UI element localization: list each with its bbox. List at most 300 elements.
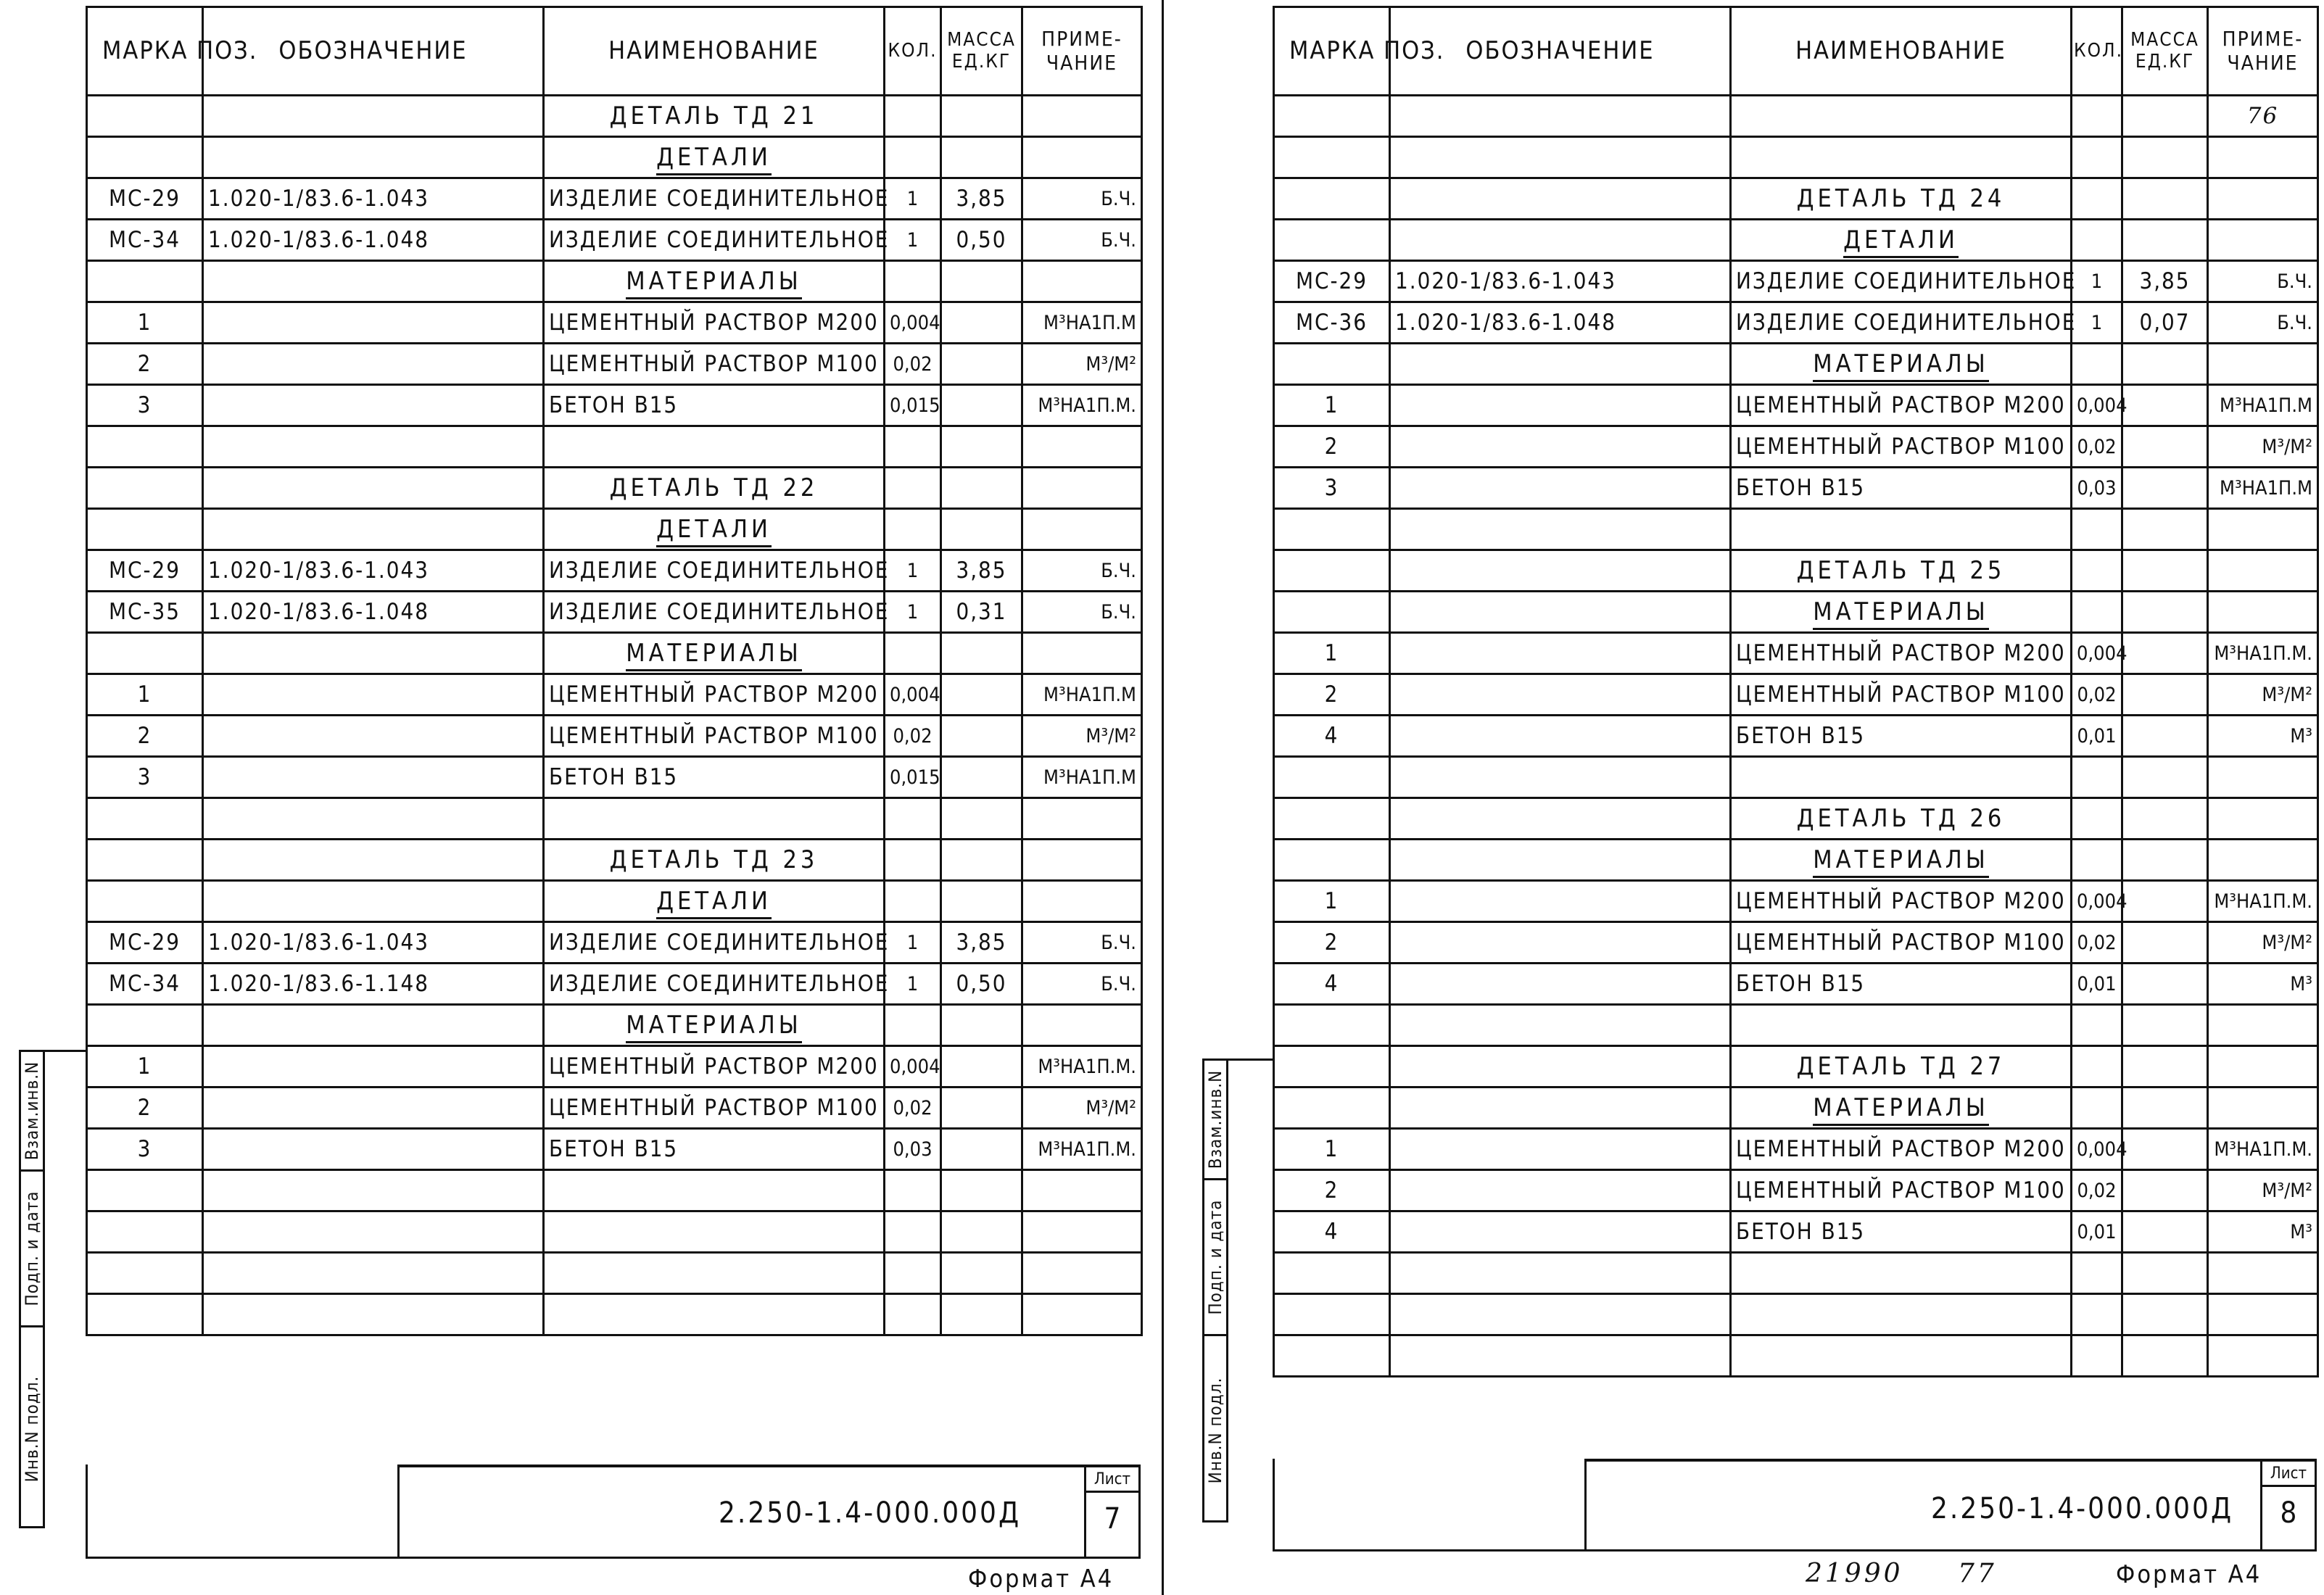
header-qty: КОЛ. bbox=[2072, 7, 2122, 96]
section-heading bbox=[1731, 344, 2072, 385]
cell-mass bbox=[941, 633, 1022, 674]
table-row bbox=[1274, 1294, 2318, 1335]
cell-name: ЦЕМЕНТНЫЙ РАСТВОР М200 bbox=[1731, 881, 2072, 922]
cell-name bbox=[1731, 1005, 2072, 1046]
cell-note bbox=[1022, 468, 1142, 509]
cell-qty bbox=[2072, 220, 2122, 261]
cell-name bbox=[1731, 1253, 2072, 1294]
cell-qty: 0,02 bbox=[2072, 674, 2122, 716]
cell-designation bbox=[1390, 1088, 1731, 1129]
cell-name: ИЗДЕЛИЕ СОЕДИНИТЕЛЬНОЕ bbox=[1731, 261, 2072, 302]
cell-qty bbox=[885, 426, 941, 468]
cell-name: ЦЕМЕНТНЫЙ РАСТВОР М200 bbox=[1731, 385, 2072, 426]
cell-mass: 0,31 bbox=[941, 592, 1022, 633]
cell-mark: 3 bbox=[87, 757, 203, 798]
cell-mass bbox=[941, 757, 1022, 798]
cell-designation bbox=[1390, 137, 1731, 178]
cell-mass bbox=[2122, 1129, 2208, 1170]
cell-name bbox=[1731, 1294, 2072, 1335]
cell-designation bbox=[1390, 220, 1731, 261]
cell-qty: 0,004 bbox=[2072, 385, 2122, 426]
cell-designation bbox=[203, 798, 544, 840]
header-name: НАИМЕНОВАНИЕ bbox=[1731, 7, 2072, 96]
stamp-podp-data: Подп. и дата bbox=[22, 1190, 42, 1306]
table-row bbox=[1274, 964, 2318, 1005]
document-code: 2.250-1.4-000.000Д bbox=[1931, 1492, 2234, 1525]
cell-designation bbox=[203, 385, 544, 426]
cell-name: ЦЕМЕНТНЫЙ РАСТВОР М100 bbox=[1731, 674, 2072, 716]
cell-mass bbox=[941, 344, 1022, 385]
cell-mark bbox=[87, 96, 203, 137]
cell-note: Б.Ч. bbox=[1022, 178, 1142, 220]
table-row bbox=[87, 1170, 1142, 1211]
heading-text: МАТЕРИАЛЫ bbox=[1813, 845, 1989, 878]
cell-mark: 3 bbox=[87, 1129, 203, 1170]
cell-note: Б.Ч. bbox=[1022, 592, 1142, 633]
cell-designation: 1.020-1/83.6-1.043 bbox=[203, 178, 544, 220]
heading-text: МАТЕРИАЛЫ bbox=[1813, 349, 1989, 382]
cell-designation: 1.020-1/83.6-1.048 bbox=[203, 592, 544, 633]
cell-qty: 1 bbox=[885, 178, 941, 220]
cell-designation bbox=[1390, 344, 1731, 385]
cell-mass bbox=[941, 261, 1022, 302]
cell-designation bbox=[1390, 674, 1731, 716]
cell-mark: 4 bbox=[1274, 716, 1390, 757]
cell-name: ЦЕМЕНТНЫЙ РАСТВОР М200 bbox=[1731, 1129, 2072, 1170]
cell-designation bbox=[203, 1211, 544, 1253]
cell-note: М³/М² bbox=[1022, 344, 1142, 385]
cell-mass bbox=[941, 468, 1022, 509]
stamp-inv-podl: Инв.N подл. bbox=[22, 1375, 42, 1483]
cell-note bbox=[2208, 1335, 2318, 1377]
cell-mark bbox=[1274, 137, 1390, 178]
cell-note bbox=[1022, 633, 1142, 674]
cell-note: Б.Ч. bbox=[2208, 302, 2318, 344]
cell-designation bbox=[203, 509, 544, 550]
section-heading bbox=[544, 509, 885, 550]
table-row bbox=[1274, 716, 2318, 757]
format-label: Формат А4 bbox=[968, 1565, 1115, 1594]
cell-name: БЕТОН В15 bbox=[544, 1129, 885, 1170]
cell-mass bbox=[941, 1253, 1022, 1294]
cell-qty bbox=[885, 1005, 941, 1046]
cell-qty bbox=[2072, 1046, 2122, 1088]
cell-qty: 0,004 bbox=[2072, 881, 2122, 922]
section-heading bbox=[1731, 220, 2072, 261]
cell-name bbox=[1731, 137, 2072, 178]
cell-designation bbox=[203, 426, 544, 468]
cell-mark bbox=[1274, 1335, 1390, 1377]
heading-text: ДЕТАЛЬ ТД 24 bbox=[1796, 184, 2006, 213]
header-mass: МАССА ЕД.КГ bbox=[941, 7, 1022, 96]
table-row bbox=[87, 178, 1142, 220]
cell-qty bbox=[885, 633, 941, 674]
cell-mass: 0,50 bbox=[941, 964, 1022, 1005]
cell-qty: 0,015 bbox=[885, 385, 941, 426]
cell-mass bbox=[2122, 96, 2208, 137]
table-row bbox=[87, 344, 1142, 385]
cell-designation bbox=[203, 1170, 544, 1211]
table-row bbox=[87, 261, 1142, 302]
cell-qty: 0,004 bbox=[2072, 633, 2122, 674]
cell-qty: 0,03 bbox=[2072, 468, 2122, 509]
cell-mass bbox=[2122, 426, 2208, 468]
cell-qty bbox=[885, 468, 941, 509]
table-row bbox=[1274, 1253, 2318, 1294]
section-heading bbox=[1731, 592, 2072, 633]
section-heading bbox=[544, 1005, 885, 1046]
table-row bbox=[87, 509, 1142, 550]
cell-mark bbox=[87, 840, 203, 881]
table-row bbox=[1274, 344, 2318, 385]
cell-mass bbox=[941, 1170, 1022, 1211]
cell-mark: 1 bbox=[1274, 633, 1390, 674]
cell-mark bbox=[1274, 1005, 1390, 1046]
table-row bbox=[1274, 1335, 2318, 1377]
cell-qty bbox=[2072, 840, 2122, 881]
cell-mark: 1 bbox=[1274, 881, 1390, 922]
cell-mark: 1 bbox=[87, 1046, 203, 1088]
section-heading bbox=[544, 633, 885, 674]
cell-mass bbox=[2122, 674, 2208, 716]
cell-mark bbox=[1274, 550, 1390, 592]
cell-mark bbox=[1274, 592, 1390, 633]
table-row bbox=[1274, 385, 2318, 426]
cell-name bbox=[544, 1294, 885, 1335]
cell-note bbox=[2208, 840, 2318, 881]
cell-name bbox=[544, 426, 885, 468]
heading-text: ДЕТАЛЬ ТД 25 bbox=[1796, 556, 2006, 585]
detail-heading bbox=[1731, 550, 2072, 592]
table-row bbox=[87, 220, 1142, 261]
cell-mark bbox=[87, 261, 203, 302]
table-row bbox=[87, 426, 1142, 468]
cell-designation: 1.020-1/83.6-1.043 bbox=[203, 550, 544, 592]
cell-qty bbox=[2072, 344, 2122, 385]
table-row bbox=[87, 592, 1142, 633]
cell-note bbox=[1022, 1211, 1142, 1253]
cell-mark bbox=[87, 509, 203, 550]
handwritten-page: 77 bbox=[1958, 1559, 1997, 1588]
cell-mark bbox=[1274, 840, 1390, 881]
cell-qty: 1 bbox=[885, 220, 941, 261]
cell-note bbox=[1022, 137, 1142, 178]
cell-qty: 0,004 bbox=[885, 302, 941, 344]
cell-qty bbox=[885, 1253, 941, 1294]
cell-mark bbox=[87, 881, 203, 922]
cell-designation bbox=[203, 881, 544, 922]
table-row bbox=[1274, 1170, 2318, 1211]
cell-mass bbox=[2122, 1005, 2208, 1046]
cell-designation bbox=[1390, 840, 1731, 881]
cell-name bbox=[544, 1253, 885, 1294]
cell-qty bbox=[2072, 1005, 2122, 1046]
section-heading bbox=[544, 137, 885, 178]
cell-qty bbox=[2072, 592, 2122, 633]
cell-designation bbox=[1390, 509, 1731, 550]
cell-mass bbox=[2122, 468, 2208, 509]
cell-designation bbox=[203, 468, 544, 509]
cell-mass bbox=[941, 1211, 1022, 1253]
cell-name: ЦЕМЕНТНЫЙ РАСТВОР М200 bbox=[544, 1046, 885, 1088]
table-row bbox=[1274, 798, 2318, 840]
cell-designation bbox=[1390, 922, 1731, 964]
cell-qty: 1 bbox=[885, 550, 941, 592]
cell-note: М³НА1П.М bbox=[1022, 674, 1142, 716]
cell-qty bbox=[2072, 178, 2122, 220]
cell-mass bbox=[2122, 922, 2208, 964]
table-header-row bbox=[1274, 7, 2318, 96]
cell-qty: 0,02 bbox=[2072, 1170, 2122, 1211]
cell-qty bbox=[885, 1211, 941, 1253]
cell-name: БЕТОН В15 bbox=[1731, 716, 2072, 757]
cell-note: М³НА1П.М. bbox=[2208, 633, 2318, 674]
cell-mark bbox=[87, 1253, 203, 1294]
table-row bbox=[87, 1294, 1142, 1335]
header-note: ПРИМЕ-ЧАНИЕ bbox=[1022, 7, 1142, 96]
table-row bbox=[87, 716, 1142, 757]
cell-mass bbox=[941, 1005, 1022, 1046]
sheet-number-box bbox=[1084, 1467, 1138, 1557]
table-row bbox=[1274, 509, 2318, 550]
table-row bbox=[1274, 1211, 2318, 1253]
cell-note bbox=[1022, 1170, 1142, 1211]
table-row bbox=[1274, 1088, 2318, 1129]
cell-note: Б.Ч. bbox=[1022, 220, 1142, 261]
cell-note bbox=[2208, 1088, 2318, 1129]
cell-designation bbox=[203, 1088, 544, 1129]
cell-mark: 2 bbox=[87, 1088, 203, 1129]
cell-note: М³НА1П.М bbox=[2208, 468, 2318, 509]
cell-mark: 2 bbox=[1274, 426, 1390, 468]
cell-mass bbox=[2122, 633, 2208, 674]
table-row bbox=[87, 302, 1142, 344]
cell-designation: 1.020-1/83.6-1.048 bbox=[203, 220, 544, 261]
cell-mark bbox=[87, 1211, 203, 1253]
cell-name bbox=[1731, 757, 2072, 798]
cell-mass bbox=[2122, 1253, 2208, 1294]
cell-mass bbox=[2122, 1294, 2208, 1335]
cell-note bbox=[2208, 178, 2318, 220]
cell-qty: 0,004 bbox=[2072, 1129, 2122, 1170]
cell-mass: 3,85 bbox=[941, 922, 1022, 964]
cell-note: М³/М² bbox=[2208, 922, 2318, 964]
table-row bbox=[87, 798, 1142, 840]
cell-designation bbox=[1390, 1005, 1731, 1046]
cell-mass: 3,85 bbox=[941, 550, 1022, 592]
cell-designation bbox=[1390, 716, 1731, 757]
table-row bbox=[1274, 1046, 2318, 1088]
table-row bbox=[1274, 674, 2318, 716]
cell-name: ЦЕМЕНТНЫЙ РАСТВОР М100 bbox=[1731, 426, 2072, 468]
table-row bbox=[87, 1046, 1142, 1088]
cell-designation bbox=[1390, 550, 1731, 592]
sheet-label: Лист bbox=[1086, 1470, 1138, 1493]
table-row bbox=[87, 468, 1142, 509]
cell-qty: 0,01 bbox=[2072, 964, 2122, 1005]
cell-note bbox=[1022, 1005, 1142, 1046]
heading-text: МАТЕРИАЛЫ bbox=[626, 639, 802, 671]
cell-designation bbox=[203, 1294, 544, 1335]
heading-text: ДЕТАЛЬ ТД 26 bbox=[1796, 804, 2006, 833]
format-label: Формат А4 bbox=[2116, 1560, 2262, 1589]
cell-mark bbox=[1274, 1294, 1390, 1335]
detail-heading bbox=[1731, 1046, 2072, 1088]
cell-qty bbox=[2072, 1294, 2122, 1335]
cell-mark bbox=[1274, 178, 1390, 220]
cell-mass bbox=[2122, 550, 2208, 592]
cell-qty: 1 bbox=[2072, 261, 2122, 302]
spec-sheet-left bbox=[0, 0, 1160, 1595]
spec-table bbox=[86, 6, 1143, 1336]
cell-name: ЦЕМЕНТНЫЙ РАСТВОР М200 bbox=[544, 302, 885, 344]
cell-mass bbox=[2122, 1088, 2208, 1129]
cell-designation bbox=[1390, 426, 1731, 468]
cell-note bbox=[1022, 881, 1142, 922]
cell-name: БЕТОН В15 bbox=[544, 757, 885, 798]
cell-mark bbox=[87, 798, 203, 840]
cell-qty bbox=[2072, 509, 2122, 550]
cell-mass bbox=[2122, 964, 2208, 1005]
spec-table bbox=[1273, 6, 2319, 1378]
cell-note bbox=[2208, 1046, 2318, 1088]
cell-mark: 1 bbox=[87, 674, 203, 716]
cell-note: Б.Ч. bbox=[1022, 550, 1142, 592]
cell-mass bbox=[2122, 840, 2208, 881]
cell-name: ЦЕМЕНТНЫЙ РАСТВОР М100 bbox=[544, 716, 885, 757]
cell-name: ИЗДЕЛИЕ СОЕДИНИТЕЛЬНОЕ bbox=[544, 178, 885, 220]
cell-note: М³НА1П.М bbox=[2208, 385, 2318, 426]
cell-mass bbox=[2122, 178, 2208, 220]
cell-name: ЦЕМЕНТНЫЙ РАСТВОР М200 bbox=[544, 674, 885, 716]
cell-mass bbox=[2122, 881, 2208, 922]
cell-mass bbox=[941, 96, 1022, 137]
spec-sheet-right bbox=[1167, 0, 2324, 1595]
cell-name: БЕТОН В15 bbox=[1731, 1211, 2072, 1253]
cell-mark bbox=[87, 468, 203, 509]
cell-mass bbox=[941, 426, 1022, 468]
cell-mark: 1 bbox=[1274, 1129, 1390, 1170]
heading-text: ДЕТАЛИ bbox=[656, 143, 772, 175]
cell-name: ЦЕМЕНТНЫЙ РАСТВОР М100 bbox=[1731, 922, 2072, 964]
heading-text: ДЕТАЛЬ ТД 23 bbox=[609, 845, 819, 874]
section-heading bbox=[1731, 1088, 2072, 1129]
cell-designation bbox=[203, 344, 544, 385]
cell-note: М³ bbox=[2208, 716, 2318, 757]
cell-qty: 0,01 bbox=[2072, 1211, 2122, 1253]
cell-note bbox=[1022, 261, 1142, 302]
table-row bbox=[1274, 592, 2318, 633]
cell-name: ИЗДЕЛИЕ СОЕДИНИТЕЛЬНОЕ bbox=[544, 964, 885, 1005]
cell-designation: 1.020-1/83.6-1.048 bbox=[1390, 302, 1731, 344]
cell-note: М³НА1П.М. bbox=[1022, 1129, 1142, 1170]
cell-qty: 0,02 bbox=[885, 344, 941, 385]
cell-name bbox=[544, 1211, 885, 1253]
cell-mark: 4 bbox=[1274, 1211, 1390, 1253]
cell-note: М³/М² bbox=[2208, 426, 2318, 468]
title-block bbox=[1584, 1459, 2317, 1552]
cell-mark: МС-29 bbox=[87, 550, 203, 592]
cell-name: ЦЕМЕНТНЫЙ РАСТВОР М200 bbox=[1731, 633, 2072, 674]
cell-mass: 3,85 bbox=[2122, 261, 2208, 302]
cell-mark: 4 bbox=[1274, 964, 1390, 1005]
cell-designation bbox=[1390, 881, 1731, 922]
cell-note bbox=[1022, 96, 1142, 137]
cell-qty bbox=[885, 261, 941, 302]
cell-mass bbox=[2122, 798, 2208, 840]
cell-name: БЕТОН В15 bbox=[1731, 964, 2072, 1005]
cell-designation bbox=[203, 757, 544, 798]
cell-mark bbox=[1274, 1253, 1390, 1294]
cell-designation bbox=[1390, 757, 1731, 798]
sheet-number: 8 bbox=[2280, 1496, 2297, 1530]
heading-text: МАТЕРИАЛЫ bbox=[626, 267, 802, 299]
cell-mark: МС-29 bbox=[87, 178, 203, 220]
heading-text: ДЕТАЛЬ ТД 27 bbox=[1796, 1052, 2006, 1081]
heading-text: МАТЕРИАЛЫ bbox=[1813, 1093, 1989, 1126]
table-row bbox=[87, 757, 1142, 798]
section-heading bbox=[1731, 840, 2072, 881]
cell-note: Б.Ч. bbox=[1022, 922, 1142, 964]
cell-mass bbox=[2122, 344, 2208, 385]
cell-note bbox=[2208, 344, 2318, 385]
stamp-vzam-inv: Взам.инв.N bbox=[1205, 1069, 1225, 1169]
detail-heading bbox=[1731, 798, 2072, 840]
cell-note bbox=[1022, 798, 1142, 840]
cell-mass: 0,07 bbox=[2122, 302, 2208, 344]
cell-note bbox=[2208, 137, 2318, 178]
header-qty: КОЛ. bbox=[885, 7, 941, 96]
cell-mark: 2 bbox=[1274, 1170, 1390, 1211]
table-row bbox=[87, 840, 1142, 881]
cell-note bbox=[2208, 798, 2318, 840]
cell-qty: 0,004 bbox=[885, 674, 941, 716]
cell-mark bbox=[87, 1170, 203, 1211]
heading-text: ДЕТАЛЬ ТД 21 bbox=[609, 102, 819, 130]
cell-mark bbox=[1274, 509, 1390, 550]
cell-qty bbox=[885, 881, 941, 922]
cell-designation bbox=[203, 1005, 544, 1046]
table-row bbox=[1274, 96, 2318, 137]
cell-designation bbox=[1390, 798, 1731, 840]
cell-mass bbox=[941, 716, 1022, 757]
stamp-column bbox=[19, 1050, 45, 1528]
cell-note: М³НА1П.М. bbox=[1022, 385, 1142, 426]
table-row bbox=[87, 550, 1142, 592]
table-row bbox=[1274, 137, 2318, 178]
cell-mass bbox=[2122, 592, 2208, 633]
cell-designation bbox=[1390, 178, 1731, 220]
cell-mass bbox=[2122, 1211, 2208, 1253]
cell-mark: 1 bbox=[87, 302, 203, 344]
table-row bbox=[1274, 1129, 2318, 1170]
cell-mass bbox=[2122, 1170, 2208, 1211]
cell-mark bbox=[1274, 220, 1390, 261]
cell-note: М³ bbox=[2208, 964, 2318, 1005]
heading-text: ДЕТАЛИ bbox=[1843, 225, 1959, 258]
cell-mark: МС-34 bbox=[87, 220, 203, 261]
cell-qty bbox=[885, 840, 941, 881]
cell-mark: 3 bbox=[87, 385, 203, 426]
cell-designation bbox=[1390, 1046, 1731, 1088]
cell-mark bbox=[1274, 96, 1390, 137]
cell-note: М³ bbox=[2208, 1211, 2318, 1253]
cell-mass bbox=[941, 1294, 1022, 1335]
cell-designation bbox=[203, 840, 544, 881]
cell-designation bbox=[1390, 96, 1731, 137]
cell-designation: 1.020-1/83.6-1.043 bbox=[203, 922, 544, 964]
cell-note bbox=[1022, 840, 1142, 881]
